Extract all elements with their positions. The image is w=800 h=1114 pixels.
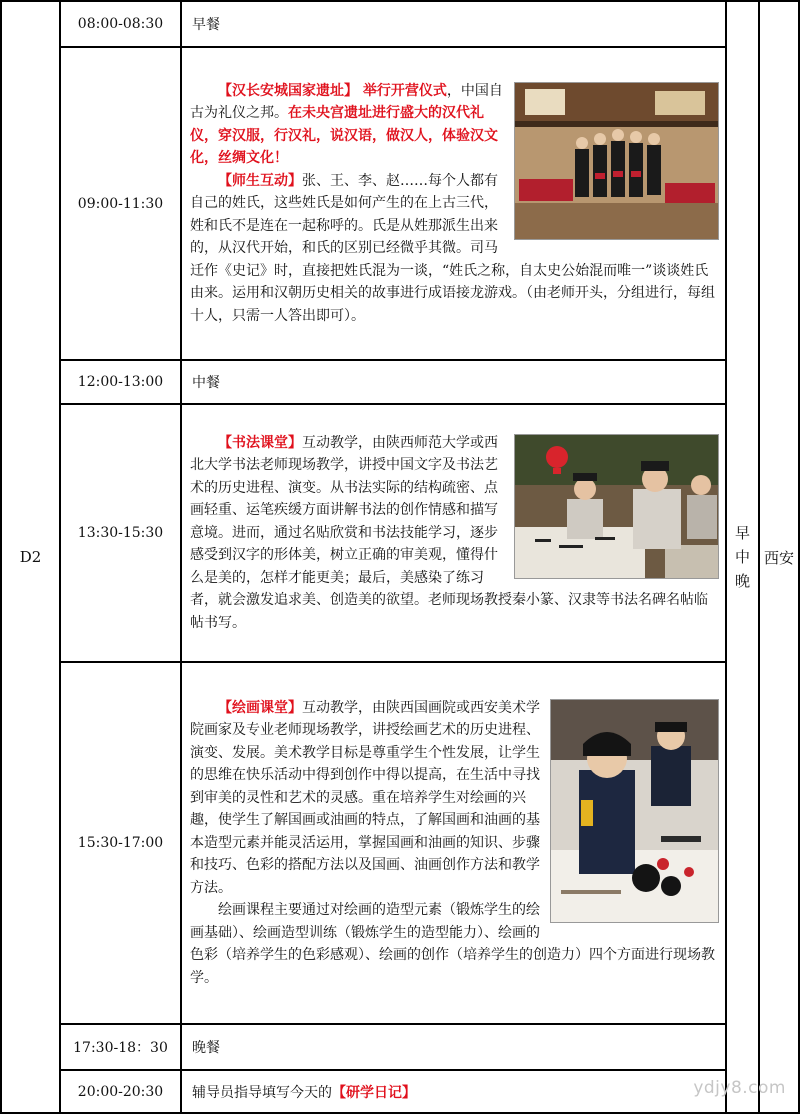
time-label: 13:30-15:30 <box>77 525 164 541</box>
time-label: 20:00-20:30 <box>77 1083 164 1100</box>
calligraphy-photo <box>514 434 719 579</box>
city-cell <box>759 1 799 1113</box>
time-cell <box>60 360 181 404</box>
table-row <box>1 1024 799 1070</box>
site-heading: 【汉长安城国家遗址】 举行开营仪式 <box>218 82 447 99</box>
time-cell <box>60 662 181 1024</box>
content-cell <box>181 360 726 404</box>
meals-label: 早中晚 <box>734 524 750 590</box>
painting-photo <box>550 699 719 923</box>
time-cell <box>60 1024 181 1070</box>
time-label: 12:00-13:00 <box>77 374 164 390</box>
content-cell <box>181 404 726 662</box>
content-cell <box>181 1 726 47</box>
day-cell <box>1 1 60 1113</box>
table-row <box>1 47 799 360</box>
calligraphy-heading: 【书法课堂】 <box>218 434 302 451</box>
calligraphy-text: 互动教学，由陕西师范大学或西北大学书法老师现场教学，讲授中国文字及书法艺术的历史进程、演变。从书法实际的结构疏密、点画轻重、运笔疾缓方面讲解书法的创作情感和描写意境。进而，通过名贴欣赏和书法技能学习，逐步感受到汉字的形体美，树立正确的审美观，懂得什么是美的，怎样才能更美；最后，美感染了练习者，就会激发追求美、创造美的欲望。老师现场教授秦小篆、汉隶等书法名碑名帖临帖书写。 <box>190 434 708 631</box>
activity-text: 中餐 <box>192 375 220 391</box>
time-cell <box>60 1070 181 1113</box>
interaction-heading: 【师生互动】 <box>218 172 302 189</box>
table-row <box>1 1070 799 1113</box>
interaction-text: 张、王、李、赵……每个人都有自己的姓氏，这些姓氏是如何产生的在上古三代，姓和氏不是连在一起称呼的。氏是从姓那派生出来的，从汉代开始，和氏的区别已经微乎其微。司马迁作《史记》时，直接把姓氏混为一谈，“姓氏之称，自太史公始混而唯一”谈谈姓氏由来。运用和汉朝历史相关的故事进行成语接龙游戏。（由老师开头，分组进行，每组十人，只需一人答出即可）。 <box>190 172 715 324</box>
content-cell <box>181 47 726 360</box>
day-label: D2 <box>19 548 42 566</box>
content-cell <box>181 1070 726 1113</box>
diary-highlight: 【研学日记】 <box>332 1084 416 1101</box>
content-cell <box>181 1024 726 1070</box>
time-cell <box>60 1 181 47</box>
activity-text: 早餐 <box>192 17 220 33</box>
city-label: 西安 <box>763 548 794 567</box>
meals-cell <box>726 1 759 1113</box>
time-cell <box>60 47 181 360</box>
time-label: 08:00-08:30 <box>77 16 164 32</box>
painting-text: 互动教学，由陕西国画院或西安美术学院画家及专业老师现场教学，讲授绘画艺术的历史进程、演变、发展。美术教学目标是尊重学生个性发展，让学生的思维在快乐活动中得到创作中得以提高，在生活中寻找到审美的灵性和艺术的灵感。重在培养学生对绘画的兴趣，使学生了解国画或油画的特点，了解国画和油画的基本造型元素并能灵活运用，掌握国画和油画的知识、步骤和技巧、色彩的搭配方法以及国画、油画创作方法和教学方法。 <box>190 699 540 896</box>
content-cell <box>181 662 726 1024</box>
table-row <box>1 662 799 1024</box>
time-label: 09:00-11:30 <box>77 195 164 212</box>
site-intro-text: ，中国自古为礼仪之邦。 <box>190 82 503 122</box>
painting-summary: 绘画课程主要通过对绘画的造型元素（锻炼学生的绘画基础）、绘画造型训练（锻炼学生的造型能力）、绘画的色彩（培养学生的色彩感观）、绘画的创作（培养学生的创造力）四个方面进行现场教学。 <box>190 902 715 986</box>
watermark: ydjy8.com <box>693 1078 786 1098</box>
ceremony-highlight: 在未央宫遗址进行盛大的汉代礼仪，穿汉服，行汉礼，说汉语，做汉人，体验汉文化，丝绸文化！ <box>190 105 498 167</box>
time-cell <box>60 404 181 662</box>
activity-text: 晚餐 <box>192 1040 220 1056</box>
activity-text: 辅导员指导填写今天的 <box>192 1084 332 1101</box>
table-row <box>1 360 799 404</box>
table-row <box>1 404 799 662</box>
time-label: 15:30-17:00 <box>77 835 164 851</box>
ceremony-photo <box>514 82 719 240</box>
table-row <box>1 1 799 47</box>
time-label: 17:30-18：30 <box>73 1040 168 1056</box>
painting-heading: 【绘画课堂】 <box>218 699 302 716</box>
